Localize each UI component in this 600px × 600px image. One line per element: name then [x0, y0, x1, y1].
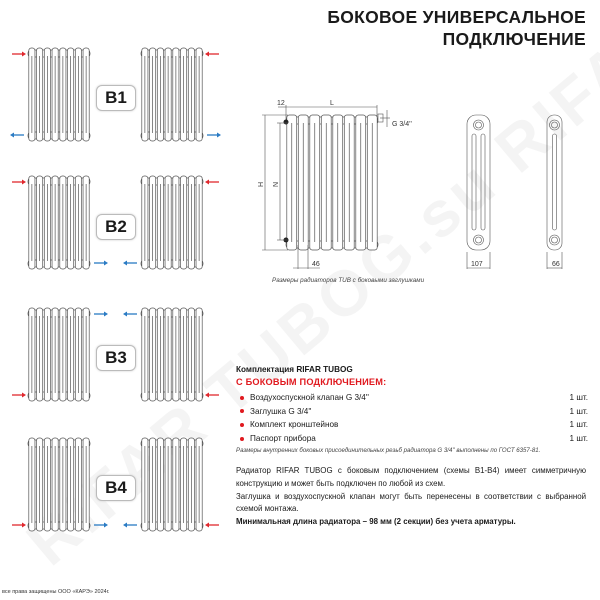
scheme-b1: [0, 45, 240, 165]
radiator-side-view-66: [547, 115, 562, 269]
bullet-icon: [240, 409, 244, 413]
radiator-icon: [141, 176, 203, 269]
scheme-b2: [0, 173, 240, 293]
list-item: [236, 432, 588, 446]
item-qty: 1 шт.: [569, 406, 588, 416]
arrow-left-icon: [205, 523, 219, 528]
radiator-icon: [28, 176, 90, 269]
radiator-front-view: [284, 114, 384, 250]
scheme-label: B2: [96, 214, 136, 240]
bullet-icon: [240, 396, 244, 400]
arrow-left-icon: [205, 180, 219, 185]
arrow-left-icon: [205, 393, 219, 398]
radiator-icon: [286, 115, 378, 250]
arrow-right-icon: [12, 523, 26, 528]
arrow-right-icon: [12, 52, 26, 57]
scheme-b4: [0, 435, 240, 555]
radiator-side-view-107: [467, 115, 490, 269]
radiator-icon: [28, 438, 90, 531]
item-name: Комплект кронштейнов: [250, 420, 339, 430]
copyright: все права защищены ООО «КАРЭ» 2024г.: [2, 589, 110, 595]
thread-label: G 3/4'': [392, 121, 412, 128]
dim-h: H: [258, 181, 265, 187]
dim-12: 12: [277, 100, 285, 107]
arrow-right-icon: [94, 261, 108, 266]
radiator-icon: [141, 48, 203, 141]
item-name: Воздухоспускной клапан G 3/4'': [250, 393, 369, 403]
arrow-left-icon: [123, 261, 137, 266]
kit-heading: Комплектация RIFAR TUBOG: [236, 365, 353, 374]
item-qty: 1 шт.: [569, 420, 588, 430]
arrow-left-icon: [10, 133, 24, 138]
kit-subheading: С БОКОВЫМ ПОДКЛЮЧЕНИЕМ:: [236, 377, 387, 387]
item-name: Паспорт прибора: [250, 434, 316, 444]
scheme-b3: [0, 305, 240, 425]
arrow-right-icon: [207, 133, 221, 138]
radiator-icon: [141, 308, 203, 401]
page-title: [327, 6, 586, 50]
thread-note: Размеры внутренних боковых присоединительных резьб радиатора G 3/4'' выполнены по ГОСТ 6357-81.: [236, 447, 541, 455]
arrow-right-icon: [12, 393, 26, 398]
item-name: Заглушка G 3/4'': [250, 406, 312, 416]
drawing-caption: Размеры радиаторов TUB с боковыми заглушками: [272, 277, 425, 284]
radiator-icon: [28, 308, 90, 401]
dim-l: L: [330, 100, 334, 107]
radiator-icon: [141, 438, 203, 531]
scheme-label: B1: [96, 85, 136, 111]
kit-section: [236, 365, 588, 454]
scheme-label: B4: [96, 475, 136, 501]
description-paragraph: Заглушка и воздухоспускной клапан могут быть перенесены в соответствии с выбранной схемой монтажа.: [236, 491, 586, 514]
dim-46: 46: [312, 261, 320, 268]
dim-107: 107: [471, 261, 483, 268]
item-qty: 1 шт.: [569, 393, 588, 403]
dim-66: 66: [552, 261, 560, 268]
dim-n: N: [273, 181, 280, 187]
list-item: [236, 391, 588, 405]
bullet-icon: [240, 423, 244, 427]
title-line-2: ПОДКЛЮЧЕНИЕ: [442, 29, 586, 49]
radiator-icon: [28, 48, 90, 141]
arrow-left-icon: [205, 52, 219, 57]
list-item: [236, 405, 588, 419]
arrow-right-icon: [94, 312, 108, 317]
title-line-1: БОКОВОЕ УНИВЕРСАЛЬНОЕ: [327, 7, 586, 27]
description: [236, 465, 586, 529]
list-item: [236, 418, 588, 432]
bullet-icon: [240, 437, 244, 441]
min-length-note: Минимальная длина радиатора – 98 мм (2 секции) без учета арматуры.: [236, 517, 516, 527]
description-paragraph: Радиатор RIFAR TUBOG с боковым подключением (схемы B1-B4) имеет симметричную конструкцию и может быть подключен по любой из схем.: [236, 466, 586, 488]
arrow-right-icon: [12, 180, 26, 185]
dimension-drawing: [250, 95, 600, 295]
arrow-left-icon: [123, 312, 137, 317]
arrow-left-icon: [123, 523, 137, 528]
scheme-label: B3: [96, 345, 136, 371]
arrow-right-icon: [94, 523, 108, 528]
item-qty: 1 шт.: [569, 434, 588, 444]
